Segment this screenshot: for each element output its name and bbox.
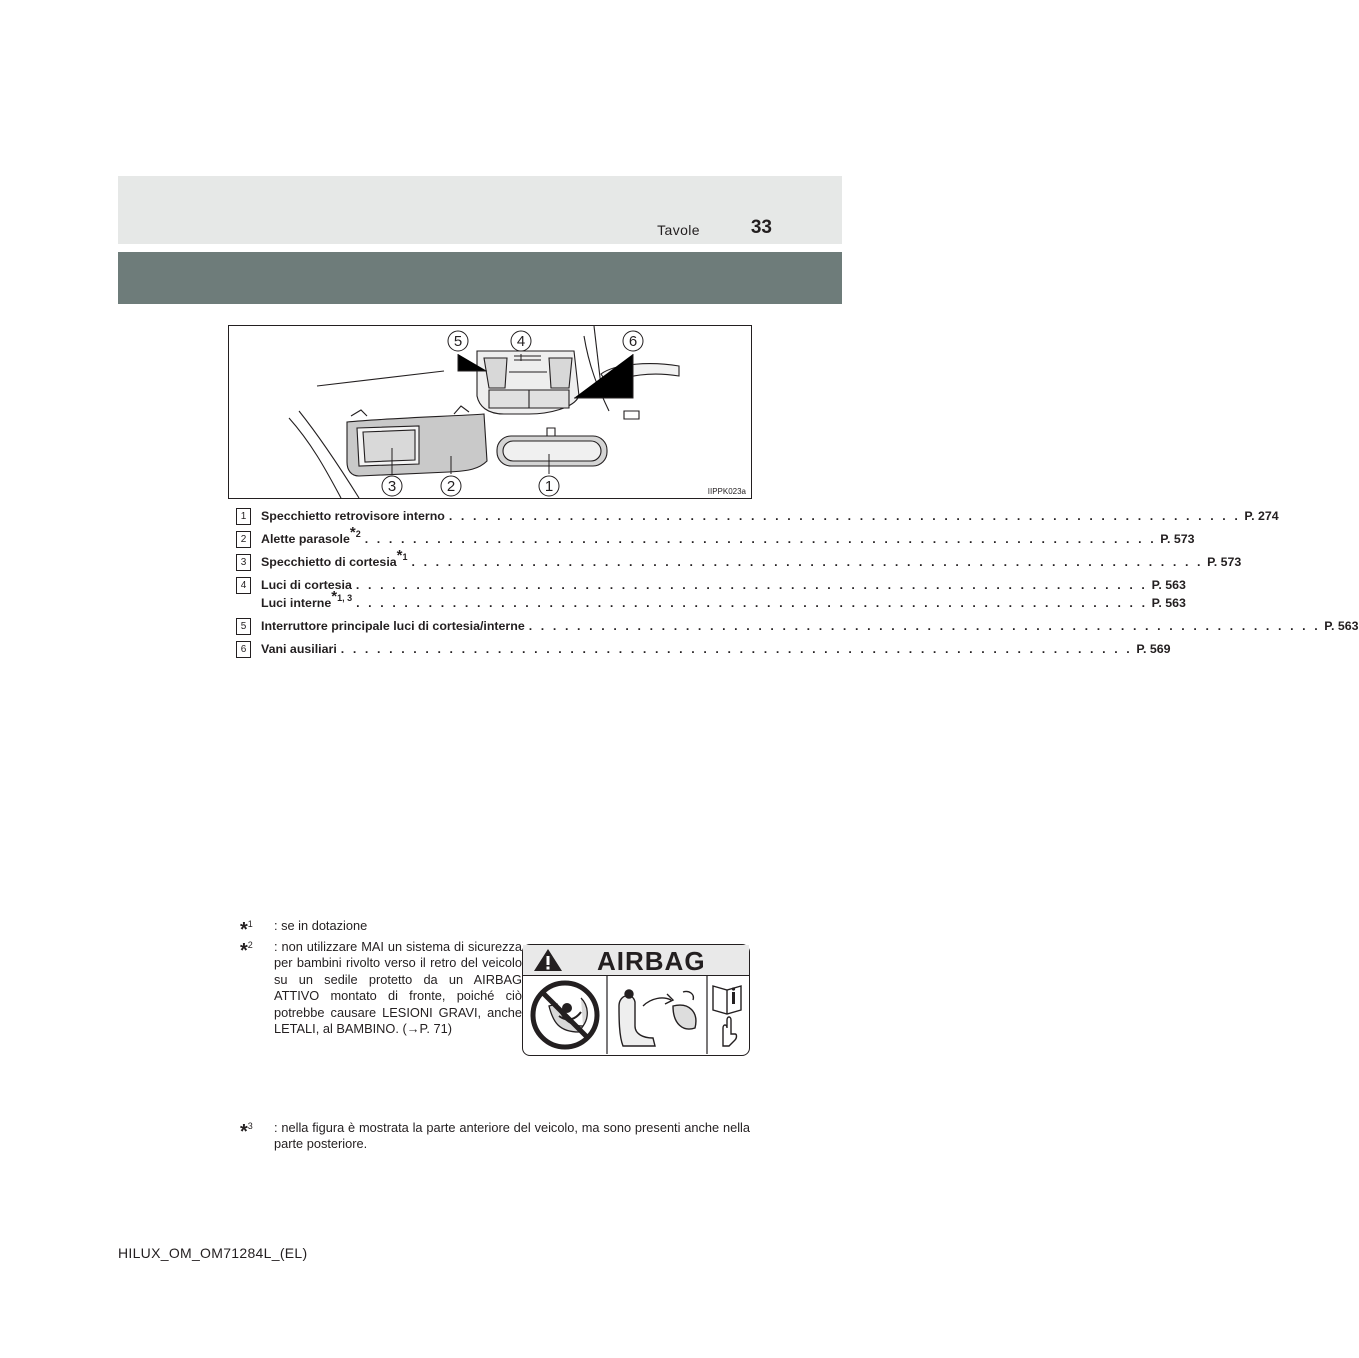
no-rear-facing-child-seat-icon xyxy=(533,983,597,1047)
legend-label: Specchietto di cortesia xyxy=(261,555,397,569)
footnote-3: *$^3$ : nella figura è mostrata la parte anteriore del veicolo, ma sono presenti anche nella parte posteriore. xyxy=(240,1119,750,1151)
legend-label: Specchietto retrovisore interno xyxy=(261,509,445,523)
page-number: 33 xyxy=(750,217,772,238)
figure-code: IIPPK023a xyxy=(707,487,746,496)
footnote-ref: 1 xyxy=(402,551,408,562)
section-band xyxy=(118,252,842,304)
legend-number: 5 xyxy=(236,618,251,635)
page-reference[interactable]: P. 573 xyxy=(1160,532,1195,546)
footnote-1: *$^1$ : se in dotazione xyxy=(240,918,368,941)
document-code: HILUX_OM_OM71284L_(EL) xyxy=(118,1245,308,1261)
warning-triangle-icon xyxy=(533,948,563,972)
legend-item-5 xyxy=(236,617,1359,635)
legend-item-2: 2 Alette parasole$^{*2}$ . . . P. 573 xyxy=(236,530,724,548)
callout-label-1: 1 xyxy=(544,478,554,495)
page-reference[interactable]: P. 274 xyxy=(1244,509,1279,523)
page-reference[interactable]: P. 563 xyxy=(1151,578,1186,592)
legend-number: 4 xyxy=(236,577,251,594)
legend-label: Vani ausiliari xyxy=(261,642,337,656)
legend-item-4: 4 Luci di cortesia . . . P. 563 Luci interne$^{*1, 3}$ . . . P. 563 xyxy=(236,576,724,612)
section-title: Tavole xyxy=(657,222,700,238)
legend-label: Luci interne xyxy=(261,596,332,610)
footnote-text: : nella figura è mostrata la parte anteriore del veicolo, ma sono presenti anche nella parte posteriore. xyxy=(274,1119,750,1151)
legend-number: 3 xyxy=(236,554,251,571)
legend-number: 2 xyxy=(236,531,251,548)
callout-label-2: 2 xyxy=(446,478,456,495)
airbag-word: AIRBAG xyxy=(597,946,706,976)
legend-number: 6 xyxy=(236,641,251,658)
interior-ceiling-figure xyxy=(228,325,752,499)
legend-number: 1 xyxy=(236,508,251,525)
legend-list xyxy=(236,507,1359,663)
header-band xyxy=(118,176,842,244)
page-reference[interactable]: P. 563 xyxy=(1151,596,1186,610)
legend-item-3: 3 Specchietto di cortesia$^{*1}$ . . . P. 573 xyxy=(236,553,724,571)
callout-label-3: 3 xyxy=(387,478,397,495)
legend-item-1 xyxy=(236,507,1279,525)
manual-read-icon xyxy=(713,986,741,1046)
legend-label: Luci di cortesia xyxy=(261,578,352,592)
page-reference[interactable]: P. 569 xyxy=(1136,642,1171,656)
footnote-ref: 2 xyxy=(355,528,361,539)
callout-label-5: 5 xyxy=(453,333,463,350)
legend-item-6 xyxy=(236,640,1171,658)
callout-label-6: 6 xyxy=(628,333,638,350)
footnote-text: : non utilizzare MAI un sistema di sicurezza per bambini rivolto verso il retro del veicolo su un sedile protetto da un AIRBAG ATTIVO montato di fronte, poiché ciò potrebbe causare LESIONI GRAVI, anche LETALI, al BAMBINO. (→P. 71) xyxy=(274,938,522,1036)
airbag-pictograms xyxy=(523,976,749,1054)
legend-label: Interruttore principale luci di cortesia/interne xyxy=(261,619,525,633)
callout-label-4: 4 xyxy=(516,333,526,350)
footnote-ref: 1, 3 xyxy=(337,592,353,603)
page-reference[interactable]: P. 563 xyxy=(1324,619,1359,633)
footnote-text: : se in dotazione xyxy=(274,918,368,933)
interior-illustration xyxy=(229,326,751,498)
airbag-deploy-icon xyxy=(619,990,696,1046)
footnote-2: *$^2$ : non utilizzare MAI un sistema di sicurezza per bambini rivolto verso il retro del veicolo su un sedile protetto da un AIRBAG ATTIVO montato di fronte, poiché ciò potrebbe causare LESIONI GRAVI, anche LETALI, al BAMBINO. (→P. 71) xyxy=(240,938,522,1036)
airbag-warning-label xyxy=(522,944,750,1056)
legend-label: Alette parasole xyxy=(261,532,350,546)
page-reference[interactable]: P. 573 xyxy=(1207,555,1242,569)
